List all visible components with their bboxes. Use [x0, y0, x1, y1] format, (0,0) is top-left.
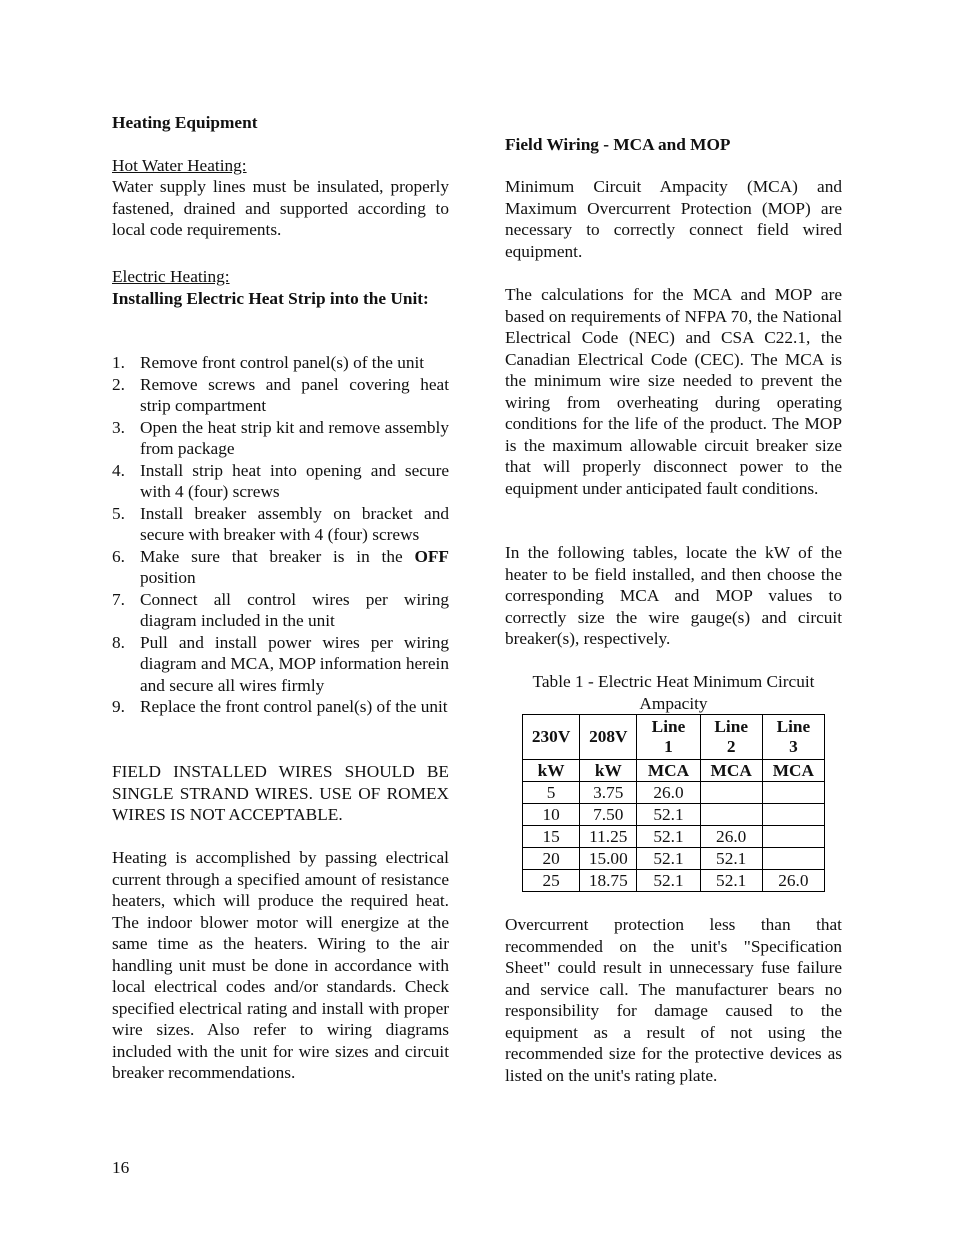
table-cell: [762, 826, 824, 848]
table-cell: 15: [523, 826, 580, 848]
step-text: Make sure that breaker is in the: [140, 546, 415, 566]
mca-table: [522, 714, 825, 892]
step-text: Remove screws and panel covering heat strip compartment: [140, 374, 449, 415]
list-item: [112, 696, 449, 718]
list-item: [112, 460, 449, 503]
table-cell: 20: [523, 848, 580, 870]
hot-water-heading: Hot Water Heating:: [112, 156, 247, 175]
overcurrent-paragraph: Overcurrent protection less than that recommended on the unit's "Specification Sheet" could result in unnecessary fuse failure and service call. The manufacturer bears no responsibility for damage caused to the equipment as a result of not using the recommended size for the protective devices as listed on the unit's rating plate.: [505, 915, 842, 1085]
tables-instructions: In the following tables, locate the kW of the heater to be field installed, and then choose the corresponding MCA and MOP values to correctly size the wire gauge(s) and circuit breaker(s), respectively.: [505, 543, 842, 648]
table-cell: [762, 848, 824, 870]
table-cell: [700, 782, 762, 804]
table-cell: [700, 804, 762, 826]
table-cell: 52.1: [637, 848, 700, 870]
table-header-cell: kW: [580, 760, 637, 782]
table-cell: 52.1: [700, 870, 762, 892]
table-cell: 25: [523, 870, 580, 892]
calculations-paragraph: The calculations for the MCA and MOP are based on requirements of NFPA 70, the National Electrical Code (NEC) and CSA C22.1, the Canadian Electrical Code (CEC). The MCA is the minimum wire size needed to prevent the wiring from overheating during operating conditions for the life of the product. The MOP is the maximum allowable circuit breaker size that will properly disconnect power to the equipment under anticipated fault conditions.: [505, 285, 842, 498]
table-header-cell: MCA: [637, 760, 700, 782]
table-caption: Table 1 - Electric Heat Minimum Circuit Ampacity: [532, 672, 815, 713]
table-header-cell: Line 3: [762, 715, 824, 760]
table-cell: 26.0: [700, 826, 762, 848]
heating-paragraph: Heating is accomplished by passing electrical current through a specified amount of resistance heaters, which will produce the required heat. The indoor blower motor will energize at the same time as the heaters. Wiring to the air handling unit must be done in accordance with local electrical codes and/or standards. Check specified electrical rating and install with proper wire sizes. Also refer to wiring diagrams included with the unit for wire sizes and circuit breaker recommendations.: [112, 848, 449, 1082]
list-item: [112, 503, 449, 546]
table-row: [523, 848, 825, 870]
table-cell: 11.25: [580, 826, 637, 848]
table-cell: 52.1: [637, 870, 700, 892]
table-cell: 3.75: [580, 782, 637, 804]
table-header-cell: MCA: [700, 760, 762, 782]
step-number: 6.: [112, 546, 125, 566]
list-item: [112, 374, 449, 417]
table-cell: 10: [523, 804, 580, 826]
table-row: [523, 870, 825, 892]
step-number: 8.: [112, 632, 125, 652]
list-item: [112, 546, 449, 589]
install-steps-list: [112, 352, 449, 718]
step-text: Pull and install power wires per wiring diagram and MCA, MOP information herein and secure all wires firmly: [140, 632, 449, 695]
table-cell: 52.1: [637, 826, 700, 848]
electric-heading: Electric Heating:: [112, 267, 230, 286]
table-header-cell: MCA: [762, 760, 824, 782]
table-cell: 15.00: [580, 848, 637, 870]
table-header-row: [523, 715, 825, 760]
list-item: [112, 352, 449, 374]
step-text: Replace the front control panel(s) of the unit: [140, 697, 448, 716]
table-row: [523, 782, 825, 804]
step-number: 7.: [112, 589, 125, 609]
step-text: Open the heat strip kit and remove assembly from package: [140, 417, 449, 458]
table-header-cell: 208V: [580, 715, 637, 760]
table-header-cell: Line 2: [700, 715, 762, 760]
list-item: [112, 632, 449, 697]
step-text: Remove front control panel(s) of the unit: [140, 353, 425, 372]
heating-equipment-title: Heating Equipment: [112, 113, 258, 132]
step-number: 2.: [112, 374, 125, 394]
step-number: 4.: [112, 460, 125, 480]
step-text: Connect all control wires per wiring diagram included in the unit: [140, 589, 449, 630]
step-text: position: [140, 568, 196, 587]
step-number: 1.: [112, 353, 125, 372]
table-row: [523, 804, 825, 826]
table-cell: 26.0: [637, 782, 700, 804]
table-cell: 52.1: [637, 804, 700, 826]
table-cell: 18.75: [580, 870, 637, 892]
step-number: 9.: [112, 697, 125, 716]
list-item: [112, 589, 449, 632]
hot-water-text: Water supply lines must be insulated, properly fastened, drained and supported according to local code requirements.: [112, 177, 449, 239]
table-header-cell: 230V: [523, 715, 580, 760]
table-cell: [762, 804, 824, 826]
step-text: Install breaker assembly on bracket and secure with breaker with 4 (four) screws: [140, 503, 449, 544]
step-text: Install strip heat into opening and secure with 4 (four) screws: [140, 460, 449, 501]
field-wiring-title: Field Wiring - MCA and MOP: [505, 135, 731, 154]
table-cell: 7.50: [580, 804, 637, 826]
table-header-cell: kW: [523, 760, 580, 782]
table-cell: 52.1: [700, 848, 762, 870]
table-cell: 5: [523, 782, 580, 804]
table-header-cell: Line 1: [637, 715, 700, 760]
list-item: [112, 417, 449, 460]
table-cell: 26.0: [762, 870, 824, 892]
page-number: 16: [112, 1158, 130, 1177]
step-number: 5.: [112, 503, 125, 523]
mca-mop-intro: Minimum Circuit Ampacity (MCA) and Maximum Overcurrent Protection (MOP) are necessary to correctly connect field wired equipment.: [505, 177, 842, 261]
table-row: [523, 826, 825, 848]
table-cell: [762, 782, 824, 804]
wire-warning: FIELD INSTALLED WIRES SHOULD BE SINGLE STRAND WIRES. USE OF ROMEX WIRES IS NOT ACCEPTABLE.: [112, 762, 449, 824]
table-header-row: [523, 760, 825, 782]
electric-subheading: Installing Electric Heat Strip into the Unit:: [112, 289, 429, 308]
step-number: 3.: [112, 417, 125, 437]
step-text-bold: OFF: [414, 546, 449, 566]
